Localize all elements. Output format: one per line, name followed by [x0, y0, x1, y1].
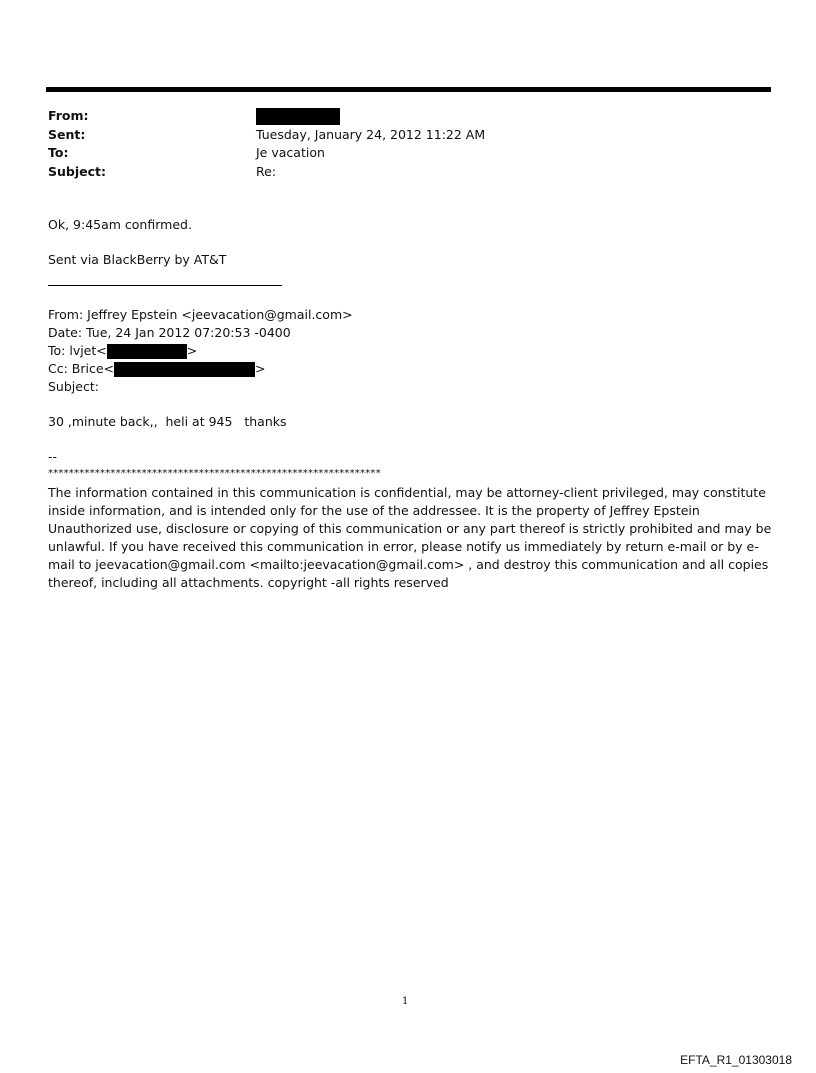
disclaimer-stars: **************************************************************** [48, 468, 381, 479]
fwd-subject: Subject: [48, 379, 99, 394]
sent-row [48, 126, 748, 145]
fwd-to [48, 342, 353, 360]
fwd-cc-suffix: > [255, 361, 266, 376]
quote-divider [48, 285, 282, 286]
signature-line: Sent via BlackBerry by AT&T [48, 252, 227, 267]
sent-label: Sent: [48, 126, 86, 142]
from-label: From: [48, 108, 89, 123]
redaction-block [256, 108, 340, 125]
from-row [48, 107, 748, 126]
message-line: Ok, 9:45am confirmed. [48, 217, 192, 232]
page-number: 1 [402, 996, 409, 1007]
sent-value: Tuesday, January 24, 2012 11:22 AM [256, 126, 486, 142]
forwarded-header [48, 306, 353, 396]
fwd-to-suffix: > [186, 343, 198, 358]
subject-value: Re: [256, 163, 277, 179]
subject-row [48, 163, 748, 182]
subject-label: Subject: [48, 163, 106, 179]
redaction-block [107, 344, 187, 359]
email-header [48, 107, 748, 181]
fwd-from: From: Jeffrey Epstein <jeevacation@gmail.com> [48, 307, 353, 322]
disclaimer-text: The information contained in this communication is confidential, may be attorney-client privileged, may constitute inside information, and is intended only for the use of the addressee. It is the property of Jeffrey Epstein Unauthorized use, disclosure or copying of this communication or any part thereof is strictly prohibited and may be unlawful. If you have received this communication in error, please notify us immediately by return e-mail or by e-mail to jeevacation@gmail.com <mailto:jeevacation@gmail.com> , and destroy this communication and all copies thereof, including all attachments. copyright -all rights reserved [48, 485, 772, 590]
header-divider [46, 87, 771, 92]
to-label: To: [48, 145, 69, 160]
fwd-cc-prefix: Cc: Brice< [48, 361, 115, 376]
document-id: EFTA_R1_01303018 [680, 1053, 792, 1067]
to-value: Je vacation [256, 145, 325, 160]
fwd-cc [48, 360, 353, 378]
redaction-block [114, 362, 255, 377]
fwd-date: Date: Tue, 24 Jan 2012 07:20:53 -0400 [48, 325, 291, 340]
from-value [256, 107, 340, 126]
to-row [48, 144, 748, 163]
fwd-to-prefix: To: lvjet< [48, 343, 107, 358]
disclaimer-dashes: -- [48, 449, 58, 464]
fwd-body: 30 ,minute back,, heli at 945 thanks [48, 414, 287, 429]
